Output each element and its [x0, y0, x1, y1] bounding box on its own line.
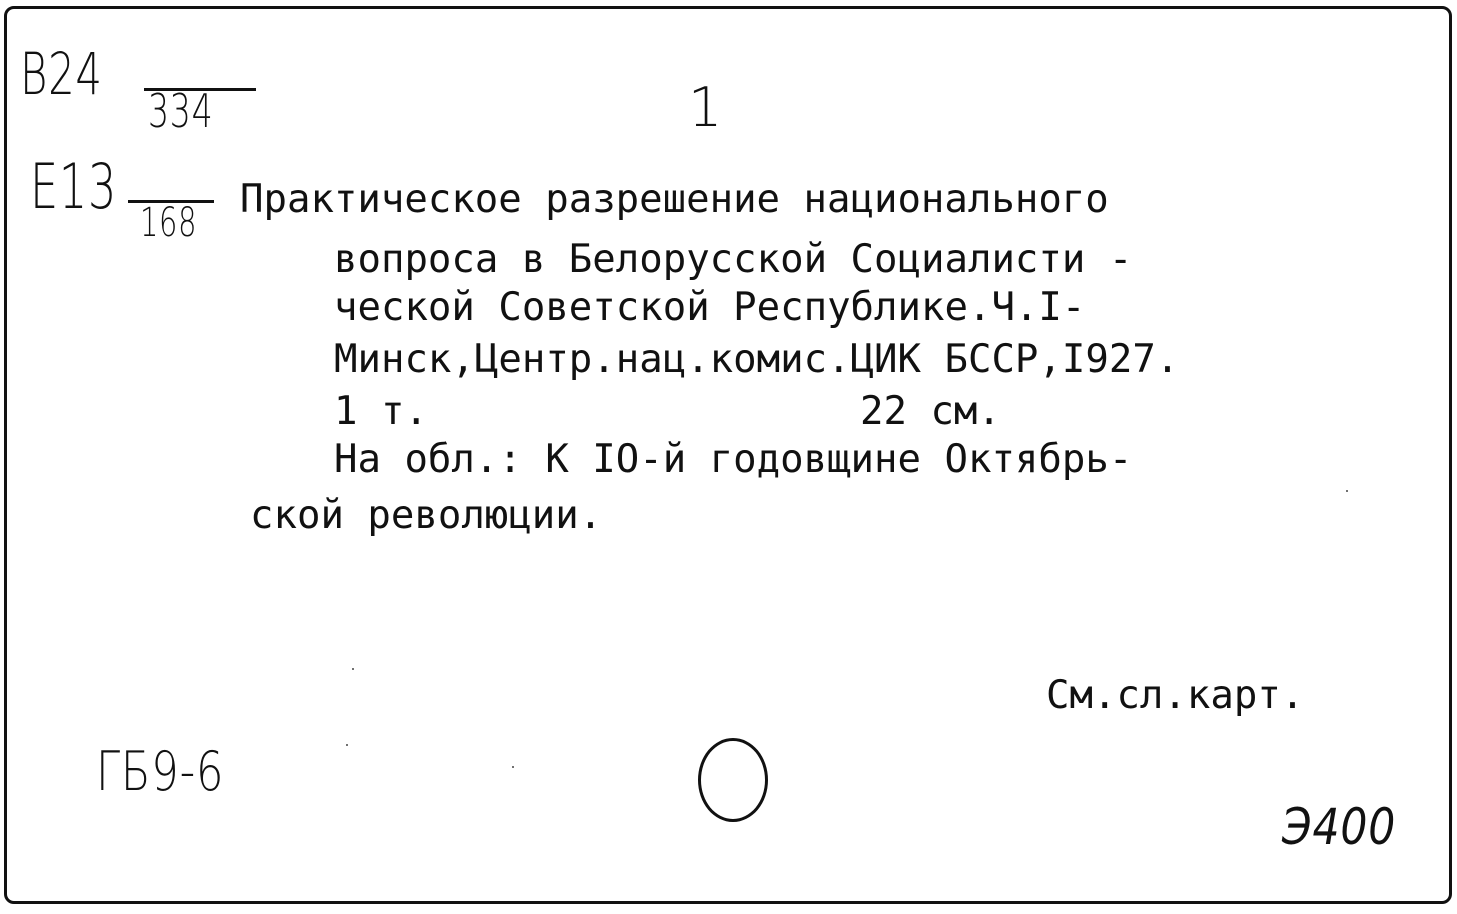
- code-right: Э400: [1282, 798, 1397, 856]
- speck: [1346, 490, 1348, 492]
- entry-line-title: Практическое разрешение национального: [240, 177, 1109, 222]
- card-marker: 1: [688, 76, 724, 139]
- punch-hole: [698, 738, 768, 822]
- speck: [352, 668, 354, 670]
- call-number-bottom: Е13: [30, 150, 118, 223]
- entry-line-2: вопроса в Белорусской Социалисти -: [334, 237, 1133, 282]
- entry-line-3: ческой Советской Республике.Ч.I-: [334, 285, 1086, 330]
- entry-line-imprint: Минск,Центр.нац.комис.ЦИК БССР,I927.: [334, 337, 1180, 382]
- entry-volumes: 1 т.: [334, 389, 428, 434]
- entry-size: 22 см.: [860, 389, 1001, 434]
- code-left: ГБ9-6: [96, 740, 225, 803]
- call-number-top: В24: [20, 40, 103, 108]
- speck: [512, 766, 514, 768]
- call-number-top-sub: 334: [148, 84, 214, 138]
- call-number-bottom-sub: 168: [140, 200, 198, 246]
- speck: [346, 744, 348, 746]
- entry-note-line-2: ской революции.: [250, 493, 603, 538]
- see-next-card: См.сл.карт.: [1046, 673, 1305, 718]
- entry-note-line-1: На обл.: К IО-й годовщине Октябрь-: [334, 437, 1133, 482]
